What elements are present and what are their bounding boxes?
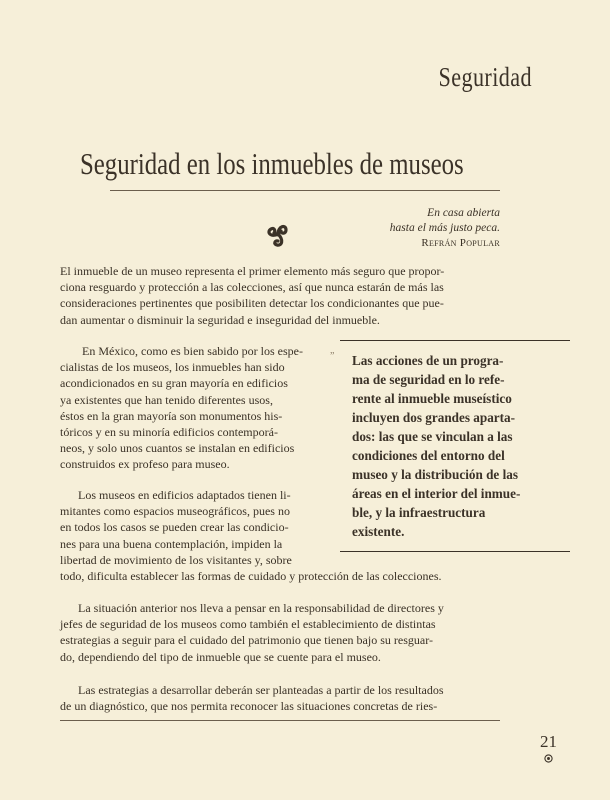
page-number: 21 [540,732,557,751]
text-line: en todos los casos se pueden crear las condicio- [60,520,289,535]
pull-quote-line: museo y la distribución de las [352,467,518,482]
registered-mark-icon [544,754,553,763]
pull-quote [340,340,570,552]
pull-quote-line: áreas en el interior del inmue- [352,486,521,501]
text-line: ya existentes que han tenido diferentes usos, [60,392,273,407]
pull-quote-line: condiciones del entorno del [352,448,505,463]
text-line: ciona resguardo y protección a las colecciones, así que nunca estarán de más las [60,280,444,295]
text-line: mitantes como espacios museográficos, pues no [60,504,290,519]
text-line: nes para una buena contemplación, impiden la [60,536,283,551]
text-line: En México, como es bien sabido por los espe- [82,344,303,358]
text-line: dan aumentar o disminuir la seguridad e inseguridad del inmueble. [60,312,380,327]
pull-quote-line: ma de seguridad en lo refe- [352,372,505,387]
text-line: Las estrategias a desarrollar deberán ser planteadas a partir de los resultados [78,683,444,697]
text-line: Los museos en edificios adaptados tienen li- [78,488,291,502]
text-line: El inmueble de un museo representa el primer elemento más seguro que propor- [60,264,445,278]
epigraph-line: hasta el más justo peca. [389,222,500,234]
pull-quote-line: dos: las que se vinculan a las [352,429,513,444]
bottom-rule [60,720,500,721]
column-paragraph-1 [60,343,322,473]
column-paragraph-2 [60,487,322,568]
text-line: consideraciones pertinentes que posibiliten detectar los condicionantes que pue- [60,296,444,311]
text-line: de un diagnóstico, que nos permita reconocer las situaciones concretas de ries- [60,699,438,714]
pull-quote-line: existente. [352,524,405,539]
quote-marker-icon: „ [330,345,335,356]
epigraph [390,206,500,251]
text-line: éstos en la gran mayoría son monumentos his- [60,408,283,423]
text-line: construidos ex profeso para museo. [60,457,230,472]
text-line: todo, dificulta establecer las formas de cuidado y protección de las colecciones. [60,569,442,583]
text-line: libertad de movimiento de los visitantes y, sobre [60,552,292,567]
pull-quote-line: incluyen dos grandes aparta- [352,410,516,425]
text-line: acondicionados en su gran mayoría en edificios [60,376,288,391]
epigraph-line: En casa abierta [427,207,500,219]
pull-quote-line: rente al inmueble museístico [352,391,512,406]
continuation-line [60,568,500,584]
pull-quote-line: Las acciones de un progra- [352,353,504,368]
lead-paragraph [60,263,500,328]
triskele-ornament-icon [262,218,294,250]
pull-quote-line: ble, y la infraestructura [352,505,486,520]
epigraph-source: Refrán Popular [421,237,500,249]
text-line: cialistas de los museos, los inmuebles han sido [60,360,285,375]
text-line: jefes de seguridad de los museos como también el establecimiento de distintas [60,617,436,632]
text-line: tóricos y en su minoría edificios contemporá- [60,425,278,440]
text-line: La situación anterior nos lleva a pensar en la responsabilidad de directores y [78,601,444,615]
text-line: estrategias a seguir para el cuidado del patrimonio que tienen bajo su resguar- [60,633,433,648]
text-line: do, dependiendo del tipo de inmueble que se cuente para el museo. [60,649,381,664]
section-title: Seguridad [438,62,532,92]
title-rule [110,190,500,191]
text-line: neos, y solo unos cuantos se instalan en edificios [60,441,295,456]
chapter-title: Seguridad en los inmuebles de museos [80,146,464,181]
paragraph-3 [60,600,500,665]
paragraph-4 [60,682,500,714]
